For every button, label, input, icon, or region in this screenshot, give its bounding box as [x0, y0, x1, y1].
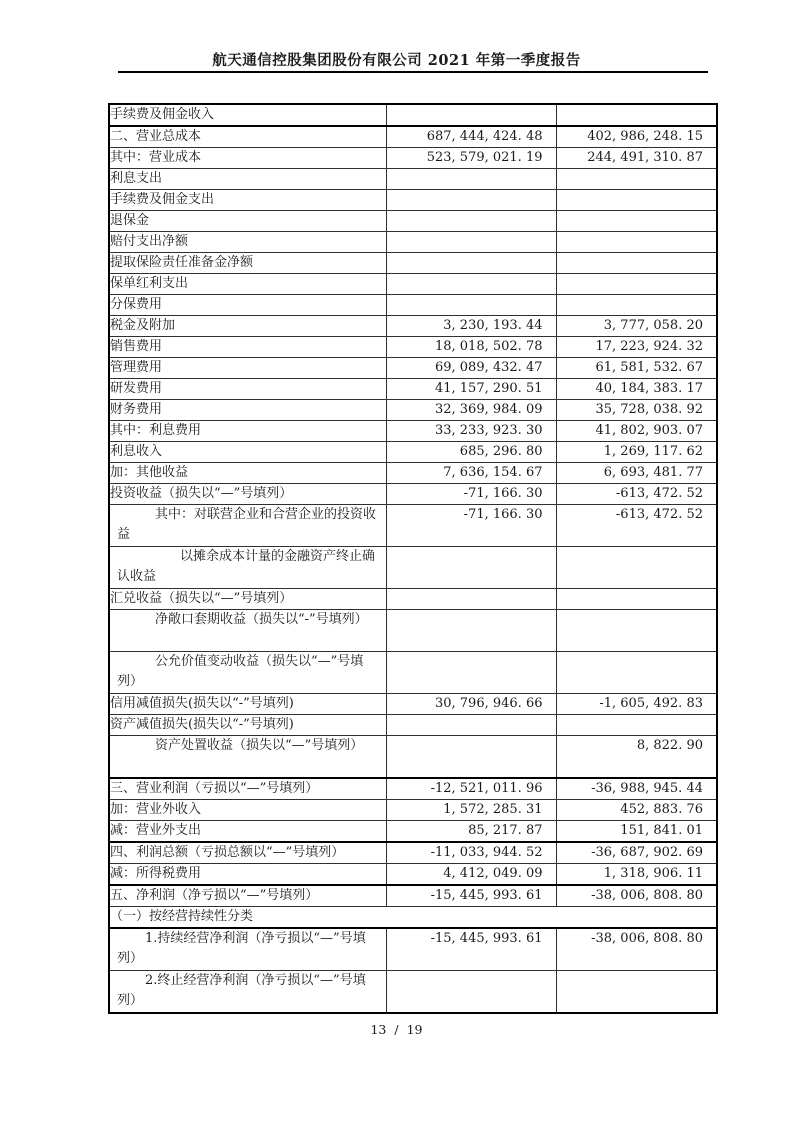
amount-prior-period: -38, 006, 808. 80: [556, 885, 717, 907]
amount-prior-period: 402, 986, 248. 15: [556, 126, 717, 148]
amount-current-period: 523, 579, 021. 19: [386, 148, 556, 169]
row-label: 1.持续经营净利润（净亏损以“—”号填列）: [109, 928, 386, 971]
amount-prior-period: [556, 232, 717, 253]
amount-current-period: [386, 274, 556, 295]
amount-current-period: 85, 217. 87: [386, 821, 556, 843]
amount-current-period: [386, 547, 556, 589]
table-row: [109, 971, 717, 1014]
table-row: [109, 400, 717, 421]
current-page-number: 13: [370, 1022, 387, 1037]
table-row: [109, 547, 717, 589]
amount-current-period: -12, 521, 011. 96: [386, 778, 556, 800]
title-underline: [118, 71, 708, 73]
amount-current-period: 4, 412, 049. 09: [386, 864, 556, 886]
amount-prior-period: [556, 547, 717, 589]
table-row: [109, 274, 717, 295]
row-label: 汇兑收益（损失以“—”号填列）: [109, 589, 386, 610]
amount-prior-period: 61, 581, 532. 67: [556, 358, 717, 379]
amount-current-period: [386, 104, 556, 126]
amount-current-period: 685, 296. 80: [386, 442, 556, 463]
row-label: 投资收益（损失以“—”号填列）: [109, 484, 386, 505]
amount-prior-period: 17, 223, 924. 32: [556, 337, 717, 358]
row-label: 管理费用: [109, 358, 386, 379]
amount-current-period: 7, 636, 154. 67: [386, 463, 556, 484]
amount-prior-period: -613, 472. 52: [556, 505, 717, 547]
amount-prior-period: [556, 190, 717, 211]
row-label: 资产处置收益（损失以“—”号填列）: [109, 736, 386, 779]
row-label: 赔付支出净额: [109, 232, 386, 253]
amount-prior-period: 452, 883. 76: [556, 800, 717, 821]
row-label: 资产减值损失(损失以“-”号填列): [109, 715, 386, 736]
table-row: [109, 778, 717, 800]
table-row: [109, 126, 717, 148]
amount-current-period: -71, 166. 30: [386, 484, 556, 505]
amount-prior-period: 6, 693, 481. 77: [556, 463, 717, 484]
row-label: 手续费及佣金支出: [109, 190, 386, 211]
amount-current-period: 69, 089, 432. 47: [386, 358, 556, 379]
table-row: [109, 928, 717, 971]
amount-prior-period: 3, 777, 058. 20: [556, 316, 717, 337]
amount-prior-period: -613, 472. 52: [556, 484, 717, 505]
table-row: [109, 379, 717, 400]
row-label: 提取保险责任准备金净额: [109, 253, 386, 274]
amount-prior-period: [556, 715, 717, 736]
table-row: [109, 842, 717, 864]
total-pages: 19: [406, 1022, 423, 1037]
row-label: 利息支出: [109, 169, 386, 190]
table-row: [109, 104, 717, 126]
amount-prior-period: [556, 169, 717, 190]
amount-current-period: [386, 169, 556, 190]
row-label: 手续费及佣金收入: [109, 104, 386, 126]
amount-prior-period: 8, 822. 90: [556, 736, 717, 779]
row-label: 分保费用: [109, 295, 386, 316]
report-title: 航天通信控股集团股份有限公司 2021 年第一季度报告: [212, 52, 581, 69]
row-label: 保单红利支出: [109, 274, 386, 295]
income-statement-table: [108, 103, 718, 1014]
table-row: [109, 907, 717, 929]
income-statement-body: [109, 104, 717, 1013]
amount-current-period: 33, 233, 923. 30: [386, 421, 556, 442]
amount-current-period: [386, 295, 556, 316]
table-row: [109, 337, 717, 358]
amount-current-period: 32, 369, 984. 09: [386, 400, 556, 421]
table-row: [109, 190, 717, 211]
row-label: 公允价值变动收益（损失以“—”号填列）: [109, 652, 386, 694]
page-footer: [0, 1022, 793, 1037]
table-row: [109, 232, 717, 253]
amount-prior-period: [556, 295, 717, 316]
amount-prior-period: [556, 652, 717, 694]
amount-prior-period: -36, 988, 945. 44: [556, 778, 717, 800]
row-label: （一）按经营持续性分类: [109, 907, 717, 929]
amount-prior-period: [556, 253, 717, 274]
table-row: [109, 463, 717, 484]
row-label: 二、营业总成本: [109, 126, 386, 148]
amount-prior-period: 35, 728, 038. 92: [556, 400, 717, 421]
row-label: 销售费用: [109, 337, 386, 358]
table-row: [109, 821, 717, 843]
amount-prior-period: [556, 589, 717, 610]
table-row: [109, 148, 717, 169]
table-row: [109, 169, 717, 190]
amount-prior-period: 1, 318, 906. 11: [556, 864, 717, 886]
table-row: [109, 589, 717, 610]
amount-current-period: [386, 971, 556, 1014]
row-label: 税金及附加: [109, 316, 386, 337]
table-row: [109, 885, 717, 907]
row-label: 其中：营业成本: [109, 148, 386, 169]
table-row: [109, 421, 717, 442]
amount-prior-period: 1, 269, 117. 62: [556, 442, 717, 463]
amount-current-period: [386, 652, 556, 694]
table-row: [109, 316, 717, 337]
table-row: [109, 484, 717, 505]
row-label: 财务费用: [109, 400, 386, 421]
table-row: [109, 694, 717, 715]
amount-prior-period: 41, 802, 903. 07: [556, 421, 717, 442]
table-row: [109, 610, 717, 652]
amount-prior-period: [556, 971, 717, 1014]
row-label: 减：所得税费用: [109, 864, 386, 886]
amount-current-period: -11, 033, 944. 52: [386, 842, 556, 864]
table-row: [109, 715, 717, 736]
table-row: [109, 358, 717, 379]
amount-prior-period: -38, 006, 808. 80: [556, 928, 717, 971]
row-label: 利息收入: [109, 442, 386, 463]
row-label: 加：其他收益: [109, 463, 386, 484]
row-label: 加：营业外收入: [109, 800, 386, 821]
table-row: [109, 652, 717, 694]
row-label: 退保金: [109, 211, 386, 232]
amount-current-period: -15, 445, 993. 61: [386, 885, 556, 907]
amount-current-period: [386, 232, 556, 253]
table-row: [109, 800, 717, 821]
amount-prior-period: [556, 104, 717, 126]
amount-current-period: [386, 190, 556, 211]
row-label: 四、利润总额（亏损总额以“—”号填列）: [109, 842, 386, 864]
row-label: 研发费用: [109, 379, 386, 400]
table-row: [109, 864, 717, 886]
row-label: 减：营业外支出: [109, 821, 386, 843]
row-label: 以摊余成本计量的金融资产终止确认收益: [109, 547, 386, 589]
table-row: [109, 736, 717, 779]
row-label: 2.终止经营净利润（净亏损以“—”号填列）: [109, 971, 386, 1014]
amount-current-period: -15, 445, 993. 61: [386, 928, 556, 971]
row-label: 信用减值损失(损失以“-”号填列): [109, 694, 386, 715]
amount-current-period: [386, 211, 556, 232]
amount-current-period: [386, 589, 556, 610]
table-row: [109, 505, 717, 547]
amount-prior-period: 151, 841. 01: [556, 821, 717, 843]
table-row: [109, 442, 717, 463]
page-number-separator: /: [394, 1022, 399, 1037]
amount-prior-period: [556, 211, 717, 232]
row-label: 净敞口套期收益（损失以“-”号填列）: [109, 610, 386, 652]
amount-current-period: 1, 572, 285. 31: [386, 800, 556, 821]
amount-current-period: [386, 736, 556, 779]
amount-prior-period: [556, 274, 717, 295]
amount-prior-period: [556, 610, 717, 652]
amount-prior-period: 40, 184, 383. 17: [556, 379, 717, 400]
table-row: [109, 211, 717, 232]
row-label: 五、净利润（净亏损以“—”号填列）: [109, 885, 386, 907]
amount-current-period: 30, 796, 946. 66: [386, 694, 556, 715]
table-row: [109, 253, 717, 274]
row-label: 其中：利息费用: [109, 421, 386, 442]
amount-current-period: 3, 230, 193. 44: [386, 316, 556, 337]
row-label: 三、营业利润（亏损以“—”号填列）: [109, 778, 386, 800]
amount-current-period: 41, 157, 290. 51: [386, 379, 556, 400]
amount-current-period: -71, 166. 30: [386, 505, 556, 547]
amount-prior-period: 244, 491, 310. 87: [556, 148, 717, 169]
amount-current-period: [386, 610, 556, 652]
amount-current-period: 18, 018, 502. 78: [386, 337, 556, 358]
table-row: [109, 295, 717, 316]
amount-current-period: 687, 444, 424. 48: [386, 126, 556, 148]
row-label: 其中：对联营企业和合营企业的投资收益: [109, 505, 386, 547]
amount-current-period: [386, 715, 556, 736]
amount-prior-period: -1, 605, 492. 83: [556, 694, 717, 715]
amount-current-period: [386, 253, 556, 274]
amount-prior-period: -36, 687, 902. 69: [556, 842, 717, 864]
